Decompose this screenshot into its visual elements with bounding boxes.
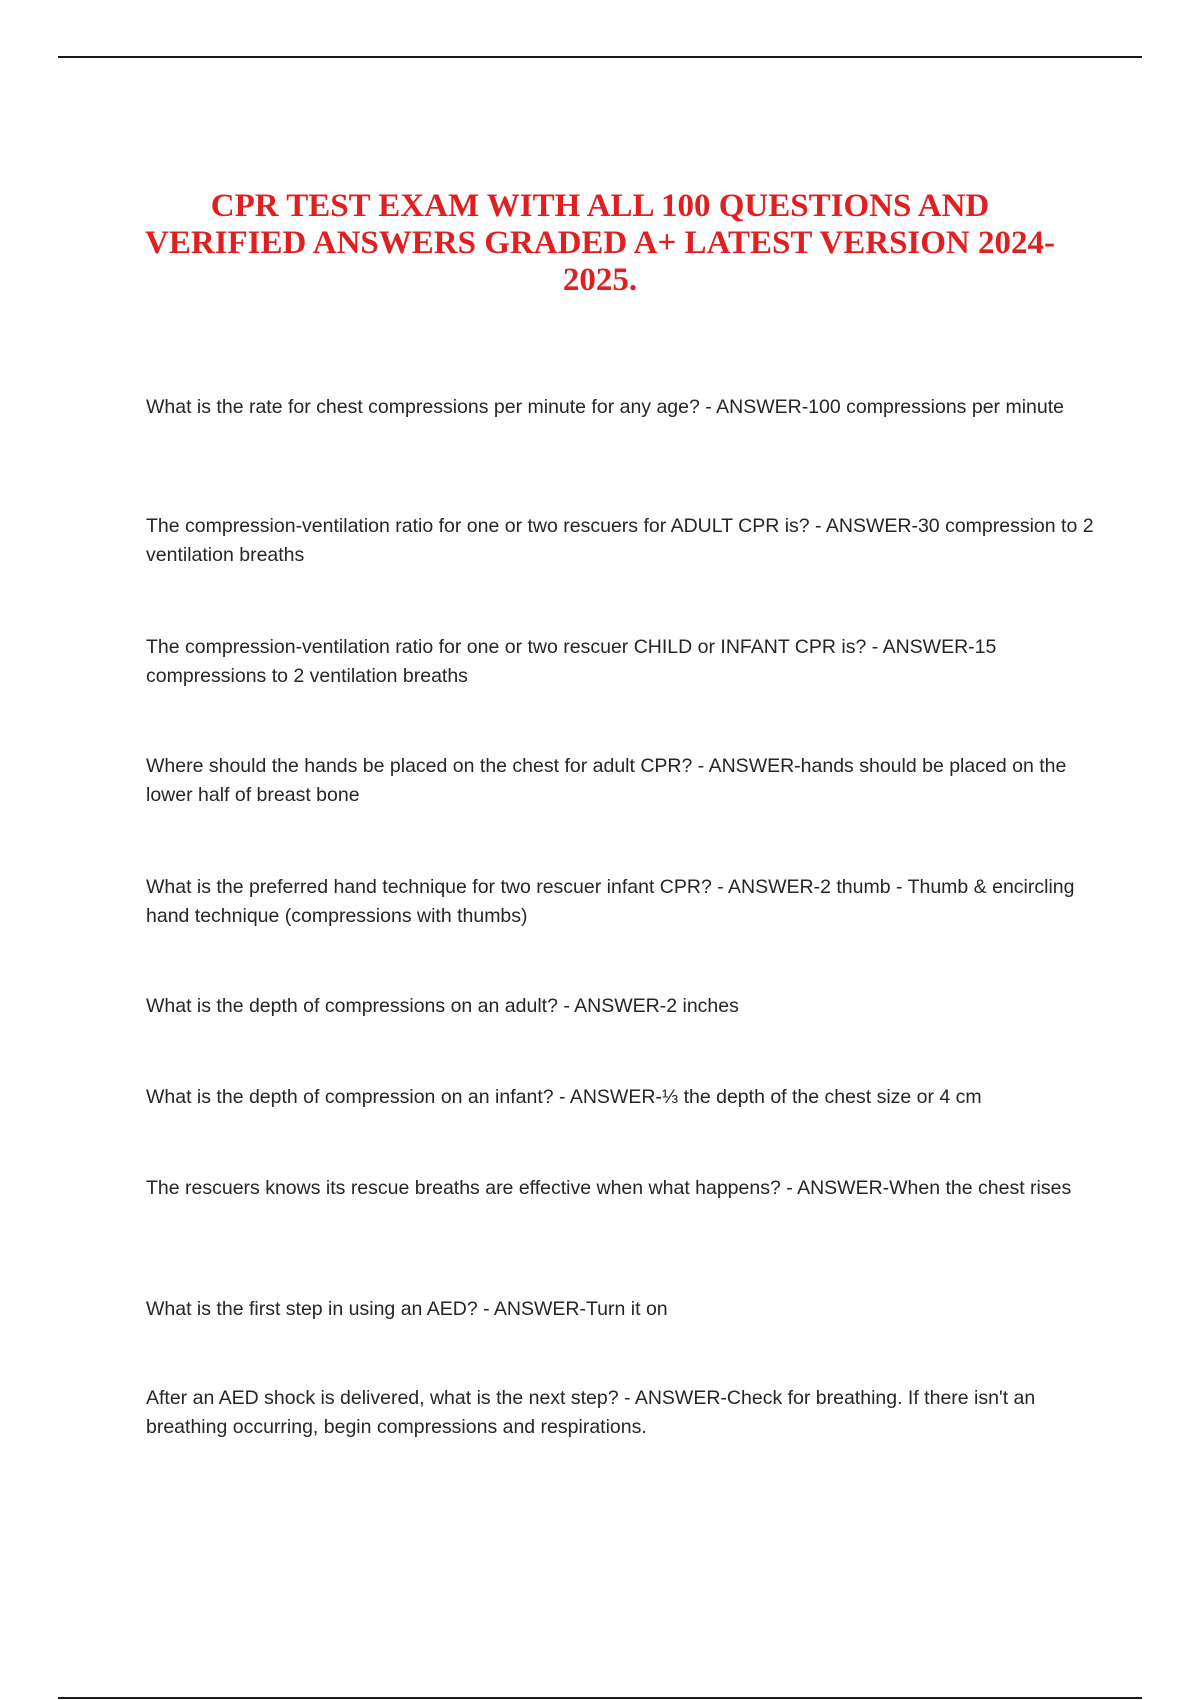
qa-item: The rescuers knows its rescue breaths are effective when what happens? - ANSWER-When the chest rises [146,1177,1072,1199]
qa-item: The compression-ventilation ratio for one or two rescuer CHILD or INFANT CPR is? - ANSWER-15 compressions to 2 ventilation breaths [146,636,997,687]
title-line: CPR TEST EXAM WITH ALL 100 QUESTIONS AND [210,188,990,224]
qa-item: What is the depth of compressions on an adult? - ANSWER-2 inches [146,995,739,1017]
title-line: VERIFIED ANSWERS GRADED A+ LATEST VERSION 2024- [144,225,1055,261]
qa-item: What is the preferred hand technique for two rescuer infant CPR? - ANSWER-2 thumb - Thumb & encircling hand technique (compressions with thumbs) [146,876,1075,927]
title-line: 2025. [562,262,638,298]
qa-item: What is the first step in using an AED? - ANSWER-Turn it on [146,1298,668,1320]
top-rule [58,56,1142,58]
qa-item: What is the depth of compression on an infant? - ANSWER-⅓ the depth of the chest size or 4 cm [146,1086,982,1108]
qa-item: After an AED shock is delivered, what is the next step? - ANSWER-Check for breathing. If there isn't an breathing occurring, begin compressions and respirations. [146,1387,1036,1438]
qa-item: What is the rate for chest compressions per minute for any age? - ANSWER-100 compressions per minute [146,396,1064,418]
document-title [120,188,1080,299]
qa-item: Where should the hands be placed on the chest for adult CPR? - ANSWER-hands should be placed on the lower half of breast bone [146,755,1067,806]
qa-item: The compression-ventilation ratio for one or two rescuers for ADULT CPR is? - ANSWER-30 compression to 2 ventilation breaths [146,515,1094,566]
bottom-rule [58,1697,1142,1699]
